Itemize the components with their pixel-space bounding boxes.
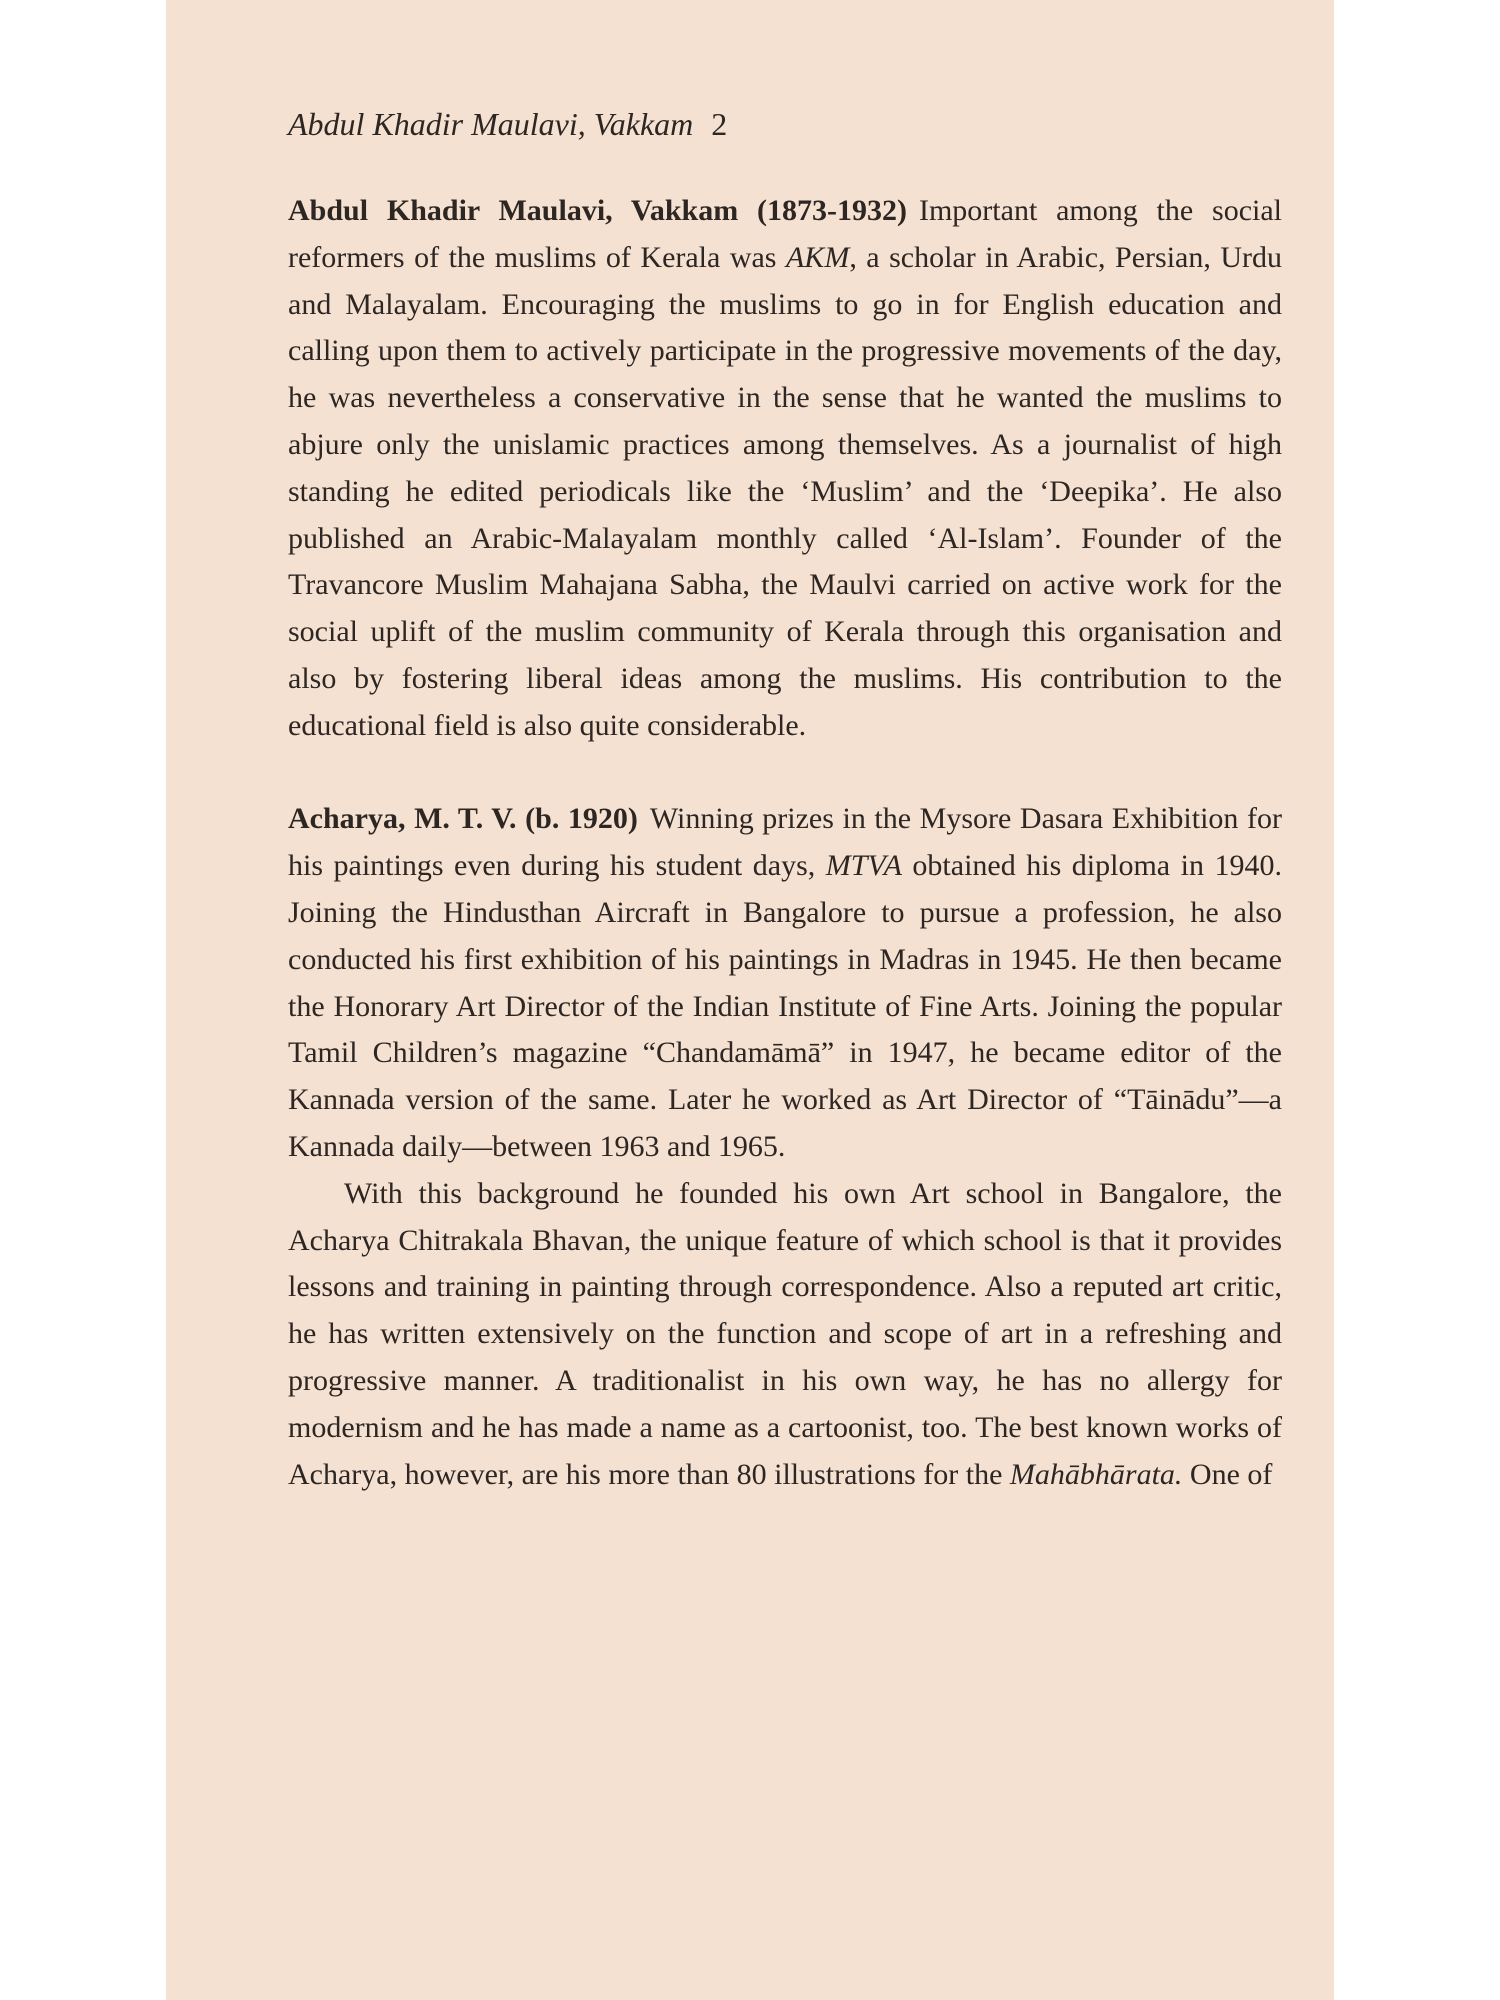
entry-text: Important among the social reformers of the muslims of Kerala was — [288, 194, 1282, 274]
entry-text: , a scholar in Arabic, Persian, Urdu and Malayalam. Encouraging the muslims to go in for English education and calling upon them to actively participate in the progressive movements of the day, he was nevertheless a conservative in the sense that he wanted the muslims to abjure only the unislamic practices among themselves. As a journalist of high standing he edited periodicals like the ‘Muslim’ and the ‘Deepika’. He also published an Arabic-Malayalam monthly called ‘Al-Islam’. Founder of the Travancore Muslim Mahajana Sabha, the Maulvi carried on active work for the social uplift of the muslim community of Kerala through this organisation and also by fostering liberal ideas among the muslims. His contribution to the educational field is also quite considerable. — [288, 240, 1283, 742]
entry-acharya-mtv — [288, 796, 1282, 1170]
running-head — [288, 96, 1282, 152]
entry-text: With this background he founded his own Art school in Bangalore, the Acharya Chitrakala Bhavan, the unique feature of which school is that it provides lessons and training in painting through correspondence. Also a reputed art critic, he has written extensively on the function and scope of art in a refreshing and progressive manner. A traditionalist in his own way, he has no allergy for modernism and he has made a name as a cartoonist, too. The best known works of Acharya, however, are his more than 80 illustrations for the — [288, 1176, 1282, 1491]
entry-headword: Acharya, M. T. V. (b. 1920) — [288, 802, 638, 836]
entry-text: One of — [1182, 1457, 1273, 1491]
entry-text: obtained his diploma in 1940. Joining the Hindusthan Aircraft in Bangalore to pursue a profession, he also conducted his first exhibition of his paintings in Madras in 1945. He then became the Honorary Art Director of the Indian Institute of Fine Arts. Joining the popular Tamil Children’s magazine “Chandamāmā” in 1947, he became editor of the Kannada version of the same. Later he worked as Art Director of “Tāinādu”—a Kannada daily—between 1963 and 1965. — [288, 849, 1282, 1163]
entry-abbreviation: AKM — [785, 240, 850, 274]
book-page — [166, 0, 1334, 2000]
running-head-title: Abdul Khadir Maulavi, Vakkam — [288, 106, 694, 142]
page-content — [288, 96, 1282, 1498]
entry-abdul-khadir-maulavi — [288, 188, 1282, 750]
page-number: 2 — [711, 106, 728, 142]
entry-headword: Abdul Khadir Maulavi, Vakkam (1873-1932) — [288, 194, 907, 227]
entry-abbreviation: MTVA — [825, 849, 902, 883]
entry-text: Winning prizes in the Mysore Dasara Exhibition for his paintings even during his student days, — [288, 802, 1282, 883]
entry-acharya-mtv-continued — [288, 1171, 1282, 1499]
work-title: Mahābhārata. — [1009, 1457, 1183, 1491]
